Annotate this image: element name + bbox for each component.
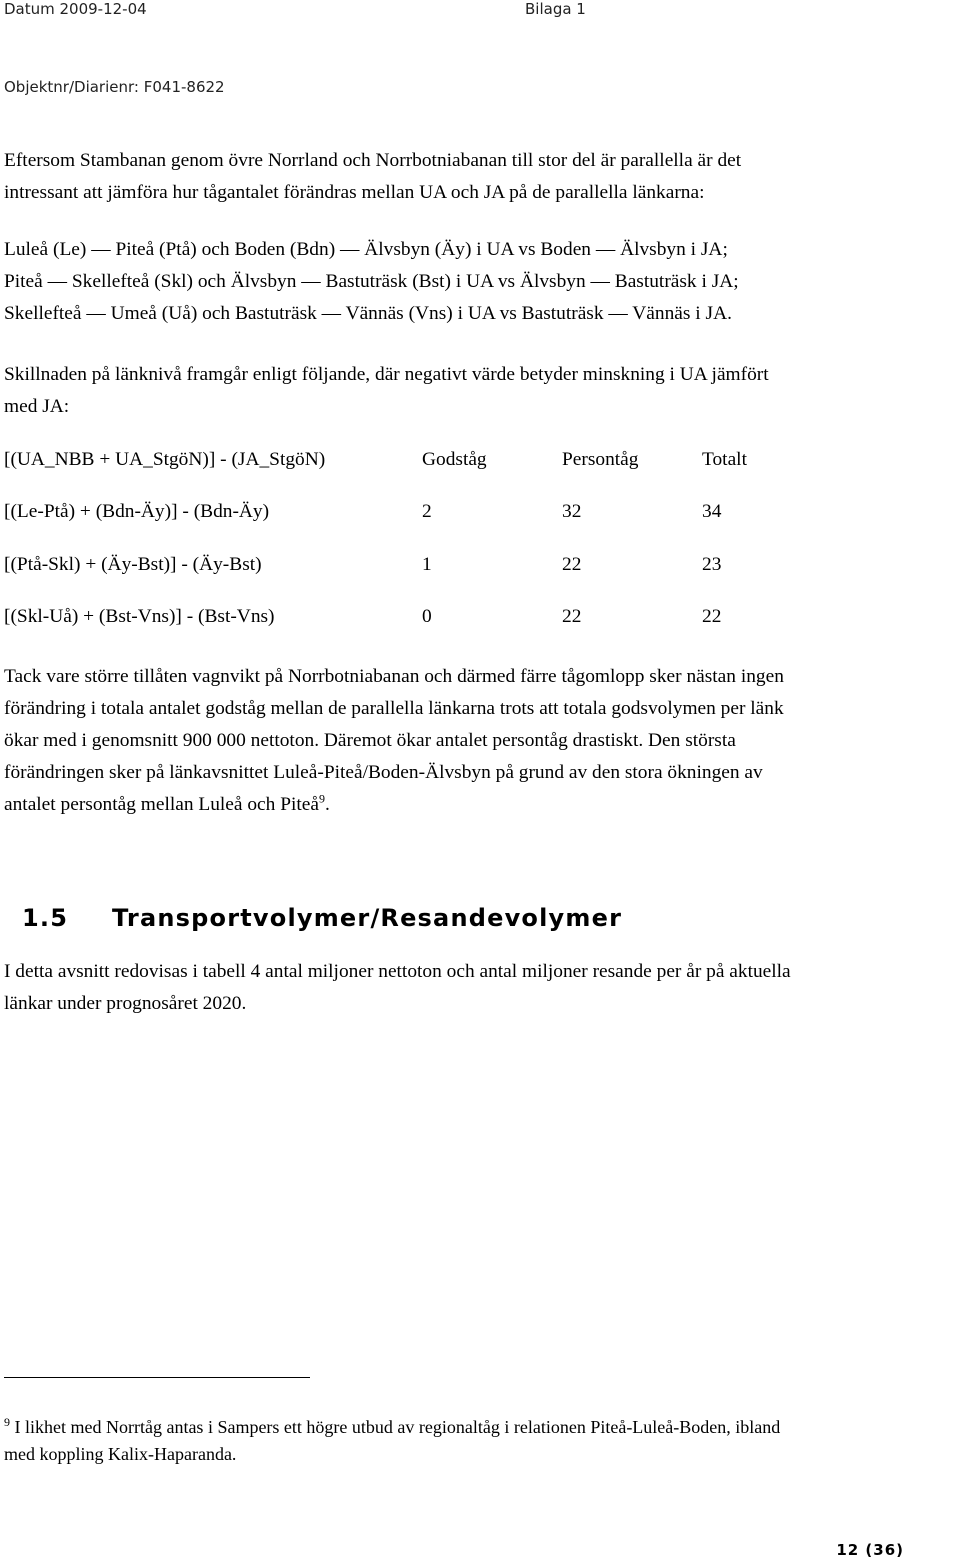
link-pair-line: Skellefteå — Umeå (Uå) och Bastuträsk — Vännäs (Vns) i UA vs Bastuträsk — Vännäs i JA. — [4, 303, 732, 324]
conclusion-paragraph — [4, 661, 956, 821]
table-cell: [(Ptå-Skl) + (Äy-Bst)] - (Äy-Bst) — [4, 554, 262, 575]
table-cell: 22 — [702, 606, 722, 627]
table-cell: [(Le-Ptå) + (Bdn-Äy)] - (Bdn-Äy) — [4, 501, 270, 522]
conclusion-line: förändringen sker på länkavsnittet Luleå-Piteå/Boden-Älvsbyn på grund av den stora ökningen av — [4, 762, 763, 783]
table-cell: 34 — [702, 501, 722, 522]
intro-line: Eftersom Stambanan genom övre Norrland och Norrbotniabanan till stor del är parallella är det — [4, 150, 742, 171]
intro-paragraph — [4, 145, 956, 209]
table-cell: [(Skl-Uå) + (Bst-Vns)] - (Bst-Vns) — [4, 606, 275, 627]
footnote-number: 9 — [4, 1415, 10, 1429]
footnote — [4, 1414, 944, 1468]
conclusion-period: . — [324, 794, 330, 815]
table-cell: 2 — [422, 501, 432, 522]
link-pair-line: Piteå — Skellefteå (Skl) och Älvsbyn — Bastuträsk (Bst) i UA vs Älvsbyn — Bastuträsk i JA; — [4, 271, 739, 292]
difference-paragraph — [4, 359, 956, 423]
footnote-reference[interactable]: 9 — [318, 791, 325, 806]
table-header-cell: Persontåg — [562, 449, 639, 470]
page-number: 12 (36) — [836, 1541, 904, 1559]
difference-line: Skillnaden på länknivå framgår enligt följande, där negativt värde betyder minskning i UA jämfört — [4, 364, 769, 385]
section-title: Transportvolymer/Resandevolymer — [112, 904, 623, 932]
footnote-divider — [4, 1377, 310, 1378]
footnote-line: med koppling Kalix-Haparanda. — [4, 1444, 237, 1464]
section-number: 1.5 — [22, 904, 69, 932]
table-header-cell: Totalt — [702, 449, 747, 470]
reference-number: Objektnr/Diarienr: F041-8622 — [4, 78, 225, 96]
link-pair-line: Luleå (Le) — Piteå (Ptå) och Boden (Bdn) — Älvsbyn (Äy) i UA vs Boden — Älvsbyn i JA; — [4, 239, 728, 260]
section-paragraph — [4, 956, 956, 1020]
header-date: Datum 2009-12-04 — [4, 0, 147, 18]
table-header-cell: Godståg — [422, 449, 487, 470]
footnote-text: I likhet med Norrtåg antas i Sampers ett högre utbud av regionaltåg i relationen Piteå-Luleå-Boden, ibland — [10, 1417, 781, 1437]
conclusion-line: förändring i totala antalet godståg mellan de parallella länkarna trots att totala godsvolymen per länk — [4, 698, 784, 719]
table-cell: 32 — [562, 501, 582, 522]
section-line: länkar under prognosåret 2020. — [4, 993, 247, 1014]
table-cell: 22 — [562, 554, 582, 575]
conclusion-line: Tack vare större tillåten vagnvikt på Norrbotniabanan och därmed färre tågomlopp sker nästan ingen — [4, 666, 784, 687]
intro-line: intressant att jämföra hur tågantalet förändras mellan UA och JA på de parallella länkarna: — [4, 182, 705, 203]
section-line: I detta avsnitt redovisas i tabell 4 antal miljoner nettoton och antal miljoner resande per år på aktuella — [4, 961, 791, 982]
table-cell: 22 — [562, 606, 582, 627]
header-attachment: Bilaga 1 — [525, 0, 586, 18]
difference-line: med JA: — [4, 396, 70, 417]
links-list — [4, 234, 956, 330]
conclusion-line — [4, 789, 956, 821]
conclusion-line: ökar med i genomsnitt 900 000 nettoton. Däremot ökar antalet persontåg drastiskt. Den största — [4, 730, 736, 751]
footnote-line — [4, 1414, 944, 1441]
table-header-cell: [(UA_NBB + UA_StgöN)] - (JA_StgöN) — [4, 449, 326, 470]
table-cell: 0 — [422, 606, 432, 627]
table-cell: 23 — [702, 554, 722, 575]
table-cell: 1 — [422, 554, 432, 575]
conclusion-last-text: antalet persontåg mellan Luleå och Piteå — [4, 794, 319, 815]
